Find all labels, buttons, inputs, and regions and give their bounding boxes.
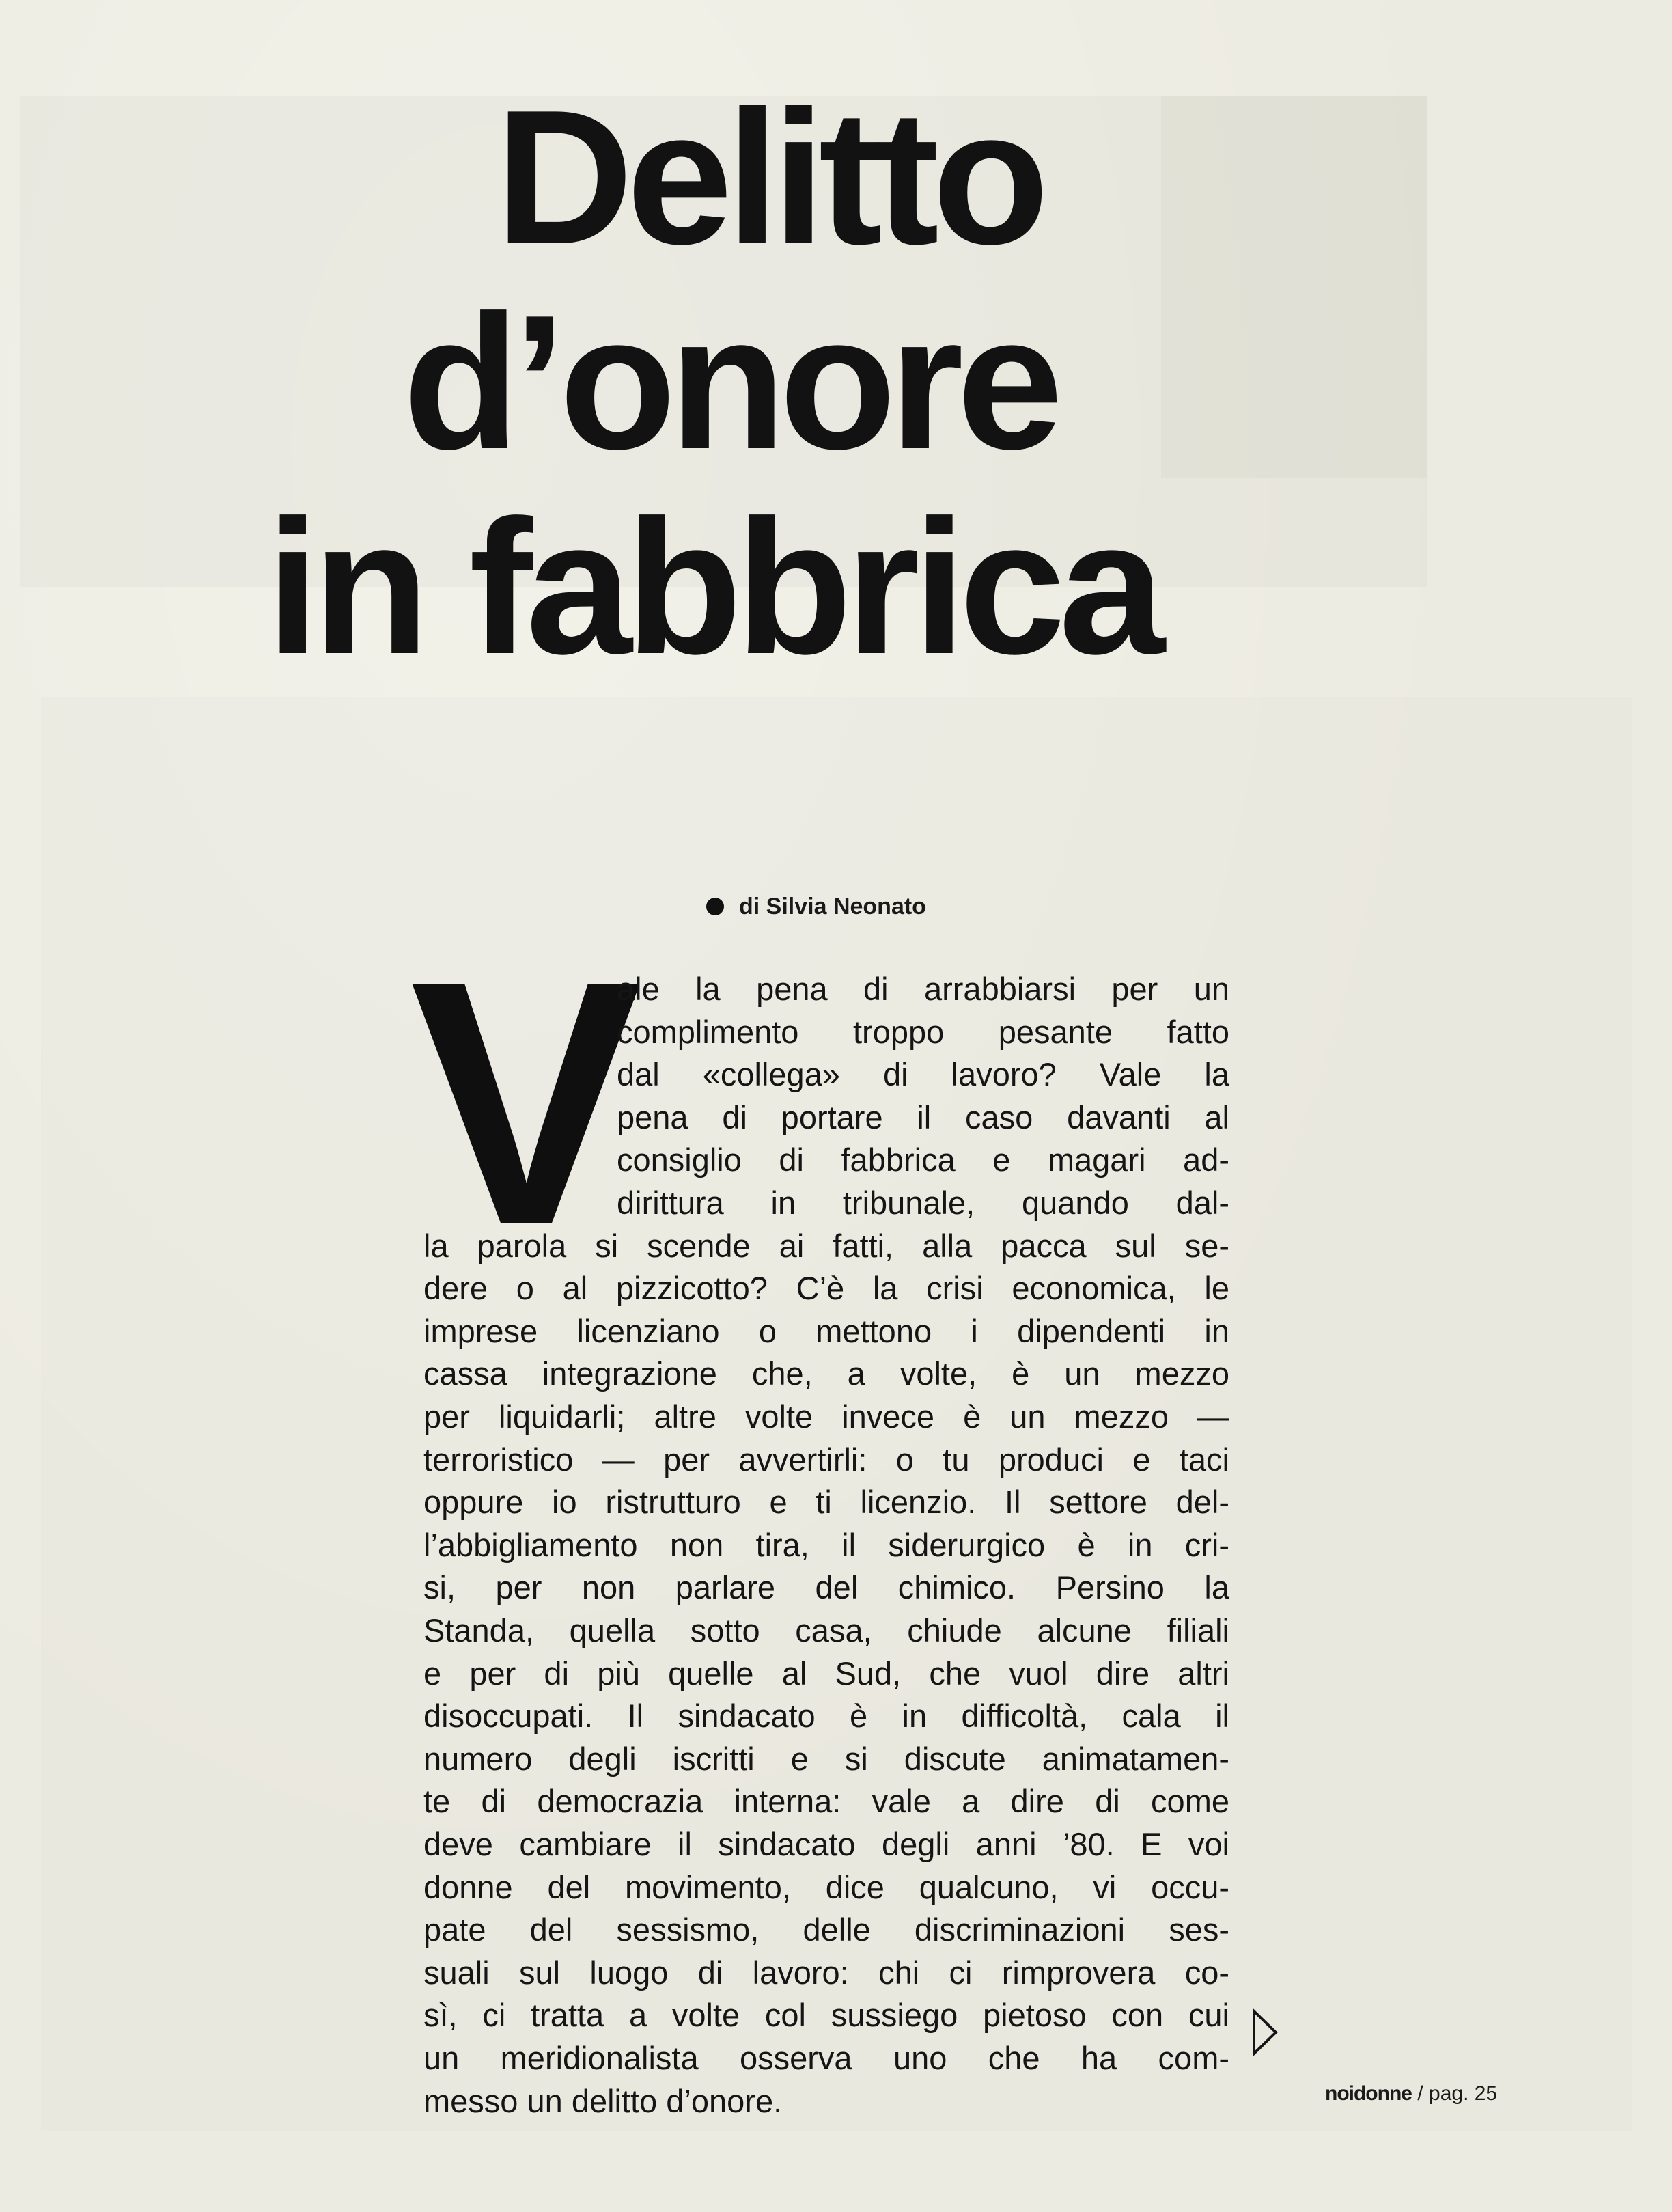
headline-line: in fabbrica <box>266 481 1158 694</box>
body-text-line: oppure io ristrutturo e ti licenzio. Il settore del- <box>423 1484 1229 1521</box>
body-text-line: te di democrazia interna: vale a dire di come <box>423 1783 1229 1820</box>
body-text-line: si, per non parlare del chimico. Persino la <box>423 1569 1229 1606</box>
body-text-line: dal «collega» di lavoro? Vale la <box>617 1056 1229 1093</box>
page-number: pag. 25 <box>1429 2082 1498 2105</box>
body-text-line: suali sul luogo di lavoro: chi ci rimprovera co- <box>423 1954 1229 1991</box>
triangle-right-outline-icon <box>1251 2008 1279 2056</box>
drop-cap: V <box>410 909 643 1298</box>
article-headline <box>253 71 1414 694</box>
body-text-line: sì, ci tratta a volte col sussiego pietoso con cui <box>423 1997 1229 2034</box>
body-text-line: disoccupati. Il sindacato è in difficoltà, cala il <box>423 1698 1229 1734</box>
body-text-line: l’abbigliamento non tira, il siderurgico è in cri- <box>423 1526 1229 1563</box>
body-text-line: consiglio di fabbrica e magari ad- <box>617 1142 1229 1178</box>
body-text-line: imprese licenziano o mettono i dipendenti in <box>423 1312 1229 1349</box>
body-text-line: pena di portare il caso davanti al <box>617 1098 1229 1135</box>
bullet-icon <box>706 898 724 915</box>
body-text-line: dirittura in tribunale, quando dal- <box>617 1185 1229 1221</box>
body-text-line: per liquidarli; altre volte invece è un mezzo — <box>423 1398 1229 1435</box>
body-text-line: e per di più quelle al Sud, che vuol dire altri <box>423 1655 1229 1691</box>
body-text-line: un meridionalista osserva uno che ha com- <box>423 2040 1229 2076</box>
body-text-line: Standa, quella sotto casa, chiude alcune filiali <box>423 1612 1229 1648</box>
body-text-line: messo un delitto d’onore. <box>423 2082 783 2119</box>
body-text-line: pate del sessismo, delle discriminazioni ses- <box>423 1911 1229 1948</box>
footer-separator: / <box>1417 2082 1423 2105</box>
body-text-line: cassa integrazione che, a volte, è un mezzo <box>423 1355 1229 1392</box>
body-text-line: donne del movimento, dice qualcuno, vi occu- <box>423 1868 1229 1905</box>
body-text-line: numero degli iscritti e si discute animatamen- <box>423 1740 1229 1777</box>
body-text-line: complimento troppo pesante fatto <box>617 1013 1229 1050</box>
byline <box>706 894 926 920</box>
page-footer <box>1325 2082 1497 2105</box>
magazine-brand: noidonne <box>1325 2082 1412 2105</box>
byline-text: di Silvia Neonato <box>739 894 926 920</box>
body-text-line: terroristico — per avvertirli: o tu produci e taci <box>423 1441 1229 1478</box>
body-text-line: ale la pena di arrabbiarsi per un <box>617 971 1229 1007</box>
body-text-line: la parola si scende ai fatti, alla pacca sul se- <box>423 1227 1229 1264</box>
headline-line: d’onore <box>403 276 1057 489</box>
body-text-line: dere o al pizzicotto? C’è la crisi economica, le <box>423 1270 1229 1307</box>
body-text-line: deve cambiare il sindacato degli anni ’80. E voi <box>423 1826 1229 1862</box>
headline-line: Delitto <box>495 71 1043 284</box>
